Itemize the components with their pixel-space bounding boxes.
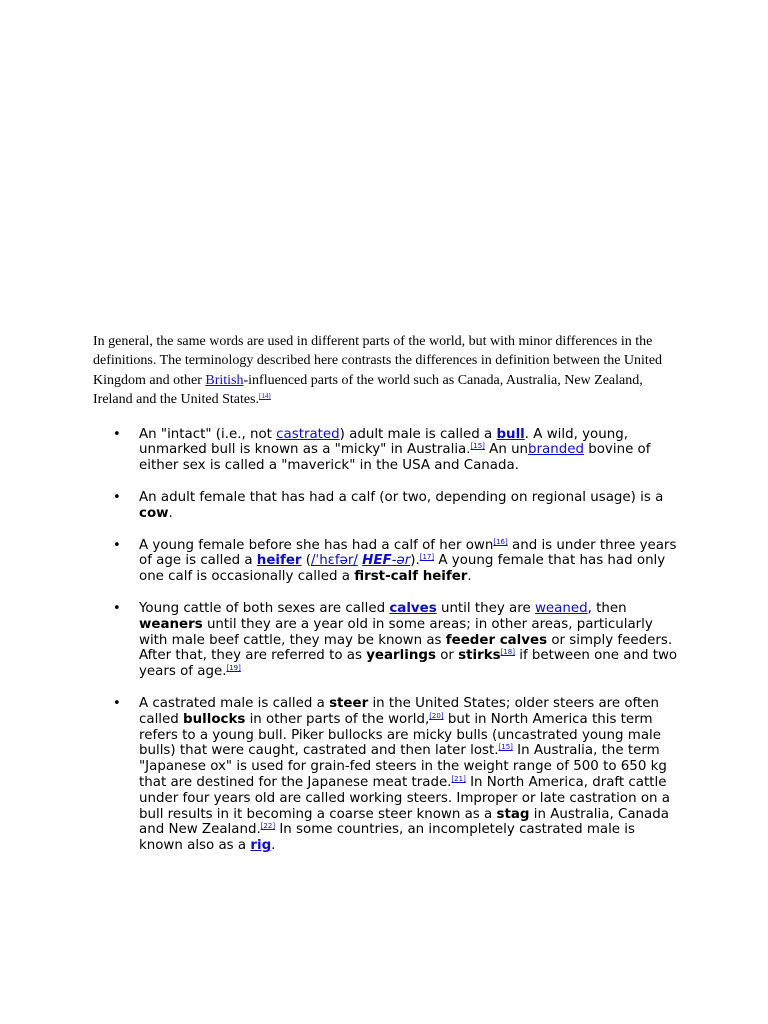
link-heifer[interactable]: heifer	[256, 553, 302, 569]
link-ipa-pronunciation[interactable]: /ˈhɛfər/	[311, 553, 358, 569]
link-castrated[interactable]: castrated	[276, 426, 340, 442]
item5-text-3: in other parts of the world,	[245, 711, 430, 727]
ref-14-link[interactable]: [14]	[259, 392, 271, 401]
term-stirks: stirks	[458, 648, 501, 664]
list-item	[93, 538, 679, 585]
item4-text-7: if between one and two years of age.	[139, 648, 678, 680]
ref-21	[451, 775, 465, 783]
ref-17-link[interactable]: [17]	[419, 553, 435, 562]
term-bullocks: bullocks	[183, 711, 246, 727]
item4-text-4: until they are a year old in some areas; in other areas, particularly with male beef cattle, they may be known as	[139, 616, 653, 648]
bullet-marker: •	[113, 601, 121, 616]
list-item	[93, 601, 679, 680]
item5-text-4: but in North America this term refers to a young bull. Piker bullocks are micky bulls (uncastrated young male bulls) that were caught, castrated and then later lost.	[139, 711, 661, 759]
item5-text-8: In some countries, an incompletely castrated male is known also as a	[139, 822, 635, 854]
item3-text-5: ).	[410, 553, 420, 569]
ref-21-link[interactable]: [21]	[451, 774, 466, 783]
term-feeder-calves: feeder calves	[445, 632, 548, 648]
intro-paragraph	[93, 332, 679, 410]
list-item	[93, 696, 679, 854]
item1-text-5: bovine of either sex is called a "maverick" in the USA and Canada.	[139, 442, 651, 474]
item5-text-7: in Australia, Canada and New Zealand.	[139, 806, 669, 838]
item4-text-3: , then	[587, 601, 627, 616]
term-steer: steer	[329, 695, 369, 711]
ref-18	[501, 648, 515, 656]
bullet-marker: •	[113, 537, 121, 553]
ref-19	[226, 664, 240, 672]
link-respelling-hef[interactable]	[362, 553, 392, 568]
item4-text-2: until they are	[436, 601, 535, 616]
item4-text-6: or	[435, 648, 459, 664]
item3-text-1: A young female before she has had a calf of her own	[139, 537, 494, 553]
term-first-calf-heifer: first-calf heifer	[354, 569, 468, 585]
bullet-marker: •	[113, 695, 121, 711]
ref-15-link[interactable]: [15]	[470, 442, 485, 451]
bullet-marker: •	[113, 490, 121, 506]
ref-15-second-link[interactable]: [15]	[498, 743, 513, 752]
item2-text-1: An adult female that has had a calf (or two, depending on regional usage) is a	[139, 490, 664, 506]
term-weaners: weaners	[139, 616, 203, 632]
item3-text-3: (	[301, 553, 311, 569]
link-weaned[interactable]: weaned	[534, 601, 588, 616]
intro-text-2: -influenced parts of the world such as Canada, Australia, New Zealand, Ireland and the United States.	[93, 372, 643, 408]
item5-text-1: A castrated male is called a	[139, 695, 330, 711]
ref-22	[261, 822, 275, 830]
list-item	[93, 427, 679, 474]
item1-text-4: An un	[484, 442, 529, 458]
cattle-terminology-list	[93, 427, 679, 854]
item5-text-5: In Australia, the term "Japanese ox" is used for grain-fed steers in the weight range of 500 to 650 kg that are destined for the Japanese meat trade.	[139, 743, 667, 790]
bullet-marker: •	[113, 426, 121, 442]
ref-17	[420, 553, 434, 561]
ref-18-link[interactable]: [18]	[500, 648, 515, 657]
list-item	[93, 490, 679, 522]
ref-16-link[interactable]: [16]	[493, 537, 508, 546]
link-bull[interactable]: bull	[496, 426, 525, 442]
respelling-er-text: -ər	[391, 553, 411, 569]
item3-text-6: A young female that has had only one calf is occasionally called a	[139, 553, 666, 585]
ref-15	[471, 442, 485, 450]
ref-16	[493, 538, 507, 546]
item4-text-5: or simply feeders. After that, they are referred to as	[139, 632, 673, 664]
link-rig[interactable]: rig	[250, 838, 272, 854]
term-cow: cow	[139, 505, 169, 521]
ref-20	[429, 712, 443, 720]
item1-text-1: An "intact" (i.e., not	[139, 426, 277, 442]
intro-text-1: In general, the same words are used in different parts of the world, but with minor differences in the definitions. The terminology described here contrasts the differences in definition between the United Kingdom and other	[93, 334, 663, 388]
link-branded[interactable]: branded	[528, 442, 584, 458]
ref-22-link[interactable]: [22]	[260, 822, 276, 831]
item5-text-2: in the United States; older steers are often called	[139, 695, 660, 727]
ref-20-link[interactable]: [20]	[429, 711, 444, 720]
term-stag: stag	[496, 806, 530, 822]
item3-text-7: .	[467, 569, 472, 585]
item5-text-9: .	[271, 838, 276, 854]
item3-text-2: and is under three years of age is called a	[139, 537, 677, 569]
ref-19-link[interactable]: [19]	[226, 664, 241, 673]
item2-text-2: .	[168, 505, 173, 521]
ref-15-second	[499, 743, 513, 751]
document-body	[93, 332, 679, 870]
item1-text-3: . A wild, young, unmarked bull is known as a "micky" in Australia.	[139, 426, 628, 458]
item5-text-6: In North America, draft cattle under four years old are called working steers. Improper or late castration on a bull results in it becoming a coarse steer known as a	[139, 774, 670, 822]
respelling-hef-text: HEF	[362, 553, 392, 569]
link-calves[interactable]: calves	[389, 601, 437, 616]
link-british[interactable]: British	[205, 372, 244, 388]
link-respelling-er[interactable]	[392, 553, 411, 568]
ref-14	[259, 392, 271, 400]
item1-text-2: ) adult male is called a	[339, 426, 497, 442]
item4-text-1: Young cattle of both sexes are called	[139, 601, 390, 616]
term-yearlings: yearlings	[366, 648, 436, 664]
